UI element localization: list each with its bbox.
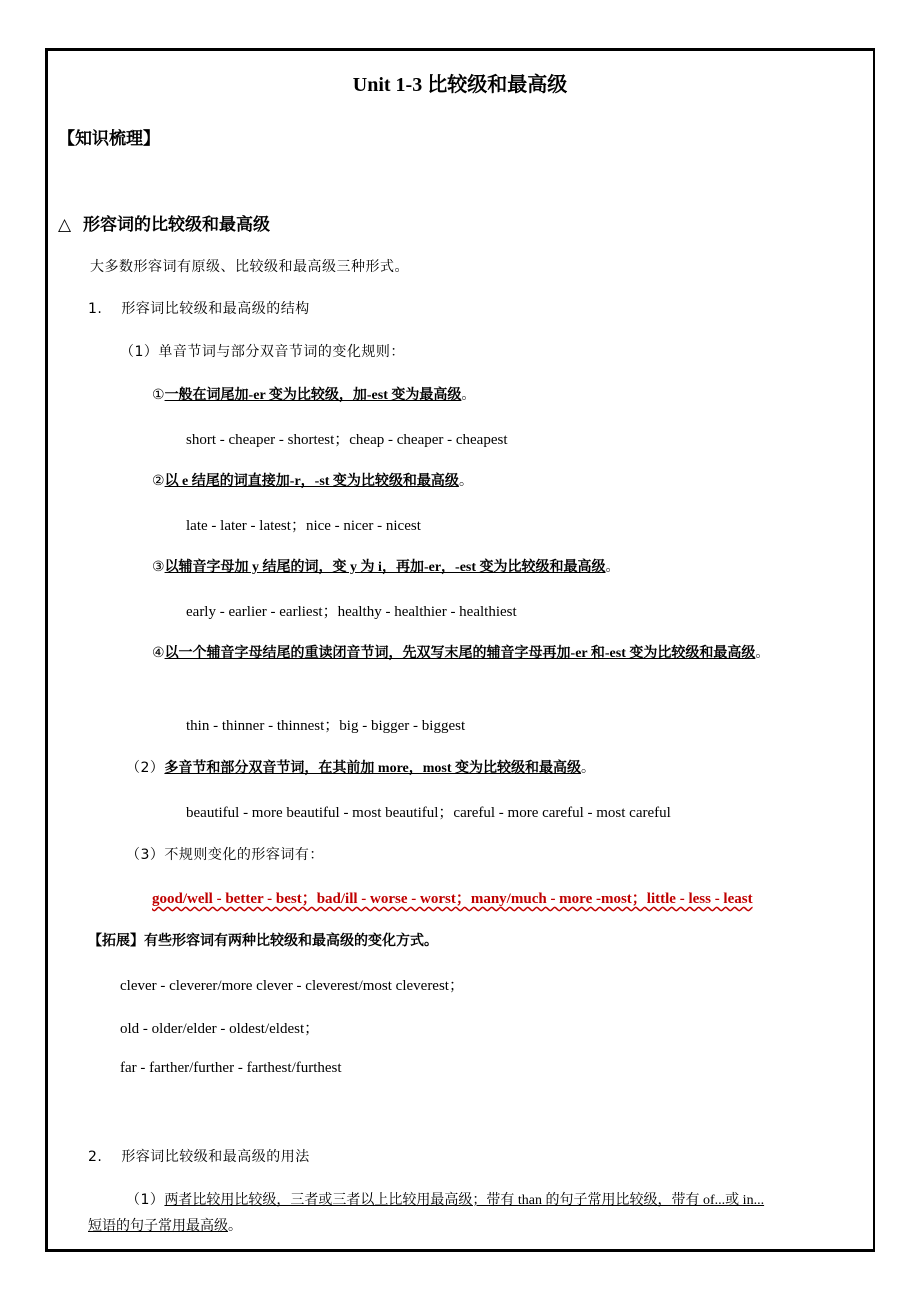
rule-2-text: 以 e 结尾的词直接加-r，-st 变为比较级和最高级 — [164, 474, 459, 489]
point-2-number: 2. — [88, 1149, 103, 1165]
point-1-text: 形容词比较级和最高级的结构 — [121, 301, 310, 317]
rule-4-end: 。 — [755, 646, 770, 661]
usage-1-line-1 — [126, 1189, 764, 1209]
extension-example-1: clever - cleverer/more clever - cleverest/most cleverest； — [120, 978, 464, 994]
rule-3-example: early - earlier - earliest；healthy - healthier - healthiest — [186, 604, 517, 620]
point-1-number: 1. — [88, 301, 103, 317]
usage-1-end: 。 — [228, 1219, 242, 1234]
usage-1-text: 两者比较用比较级，三者或三者以上比较用最高级；带有 than 的句子常用比较级，带有 of...或 in... — [164, 1193, 765, 1208]
rule-1-text: 一般在词尾加-er 变为比较级，加-est 变为最高级 — [164, 388, 462, 403]
rule-1 — [152, 384, 475, 404]
extension — [88, 930, 438, 950]
rule-3-marker: ③ — [152, 560, 165, 575]
sub-2-text: 多音节和部分双音节词，在其前加 more，most 变为比较级和最高级 — [164, 761, 582, 776]
rule-3-text: 以辅音字母加 y 结尾的词，变 y 为 i，再加-er，-est 变为比较级和最高级 — [164, 560, 606, 575]
rule-2 — [152, 470, 473, 490]
point-1 — [88, 298, 310, 318]
rule-1-marker: ① — [152, 388, 165, 403]
sub-2-end: 。 — [581, 761, 596, 776]
intro-text: 大多数形容词有原级、比较级和最高级三种形式。 — [90, 259, 409, 275]
rule-4-text: 以一个辅音字母结尾的重读闭音节词，先双写末尾的辅音字母再加-er 和-est 变为比较级和最高级 — [164, 646, 756, 661]
rule-2-marker: ② — [152, 474, 165, 489]
rule-2-example: late - later - latest；nice - nicer - nicest — [186, 518, 421, 534]
triangle-icon: △ — [58, 215, 72, 235]
sub-1: （1）单音节词与部分双音节词的变化规则： — [120, 344, 405, 360]
rule-4 — [152, 642, 769, 662]
rule-2-end: 。 — [458, 474, 473, 489]
usage-1-line-2 — [88, 1215, 242, 1235]
extension-label: 【拓展】 — [88, 933, 144, 949]
extension-text: 有些形容词有两种比较级和最高级的变化方式。 — [144, 933, 438, 949]
rule-3 — [152, 556, 620, 576]
sub-3: （3）不规则变化的形容词有： — [126, 847, 324, 863]
extension-example-3: far - farther/further - farthest/furthest — [120, 1060, 342, 1076]
rule-3-end: 。 — [605, 560, 620, 575]
rule-1-end: 。 — [461, 388, 476, 403]
page-title: Unit 1-3 比较级和最高级 — [352, 74, 568, 96]
irregular-forms: good/well - better - best；bad/ill - worse - worst；many/much - more -most；little - less - least — [152, 891, 753, 907]
point-2-text: 形容词比较级和最高级的用法 — [121, 1149, 310, 1165]
knowledge-header: 【知识梳理】 — [58, 129, 160, 149]
section-heading-text: 形容词的比较级和最高级 — [83, 215, 270, 235]
sub-2 — [126, 757, 595, 777]
sub-2-example: beautiful - more beautiful - most beautiful；careful - more careful - most careful — [186, 805, 671, 821]
rule-1-example: short - cheaper - shortest；cheap - cheaper - cheapest — [186, 432, 508, 448]
extension-example-2: old - older/elder - oldest/eldest； — [120, 1021, 320, 1037]
usage-1-text-cont: 短语的句子常用最高级 — [88, 1219, 228, 1234]
point-2 — [88, 1146, 310, 1166]
rule-4-example: thin - thinner - thinnest；big - bigger - biggest — [186, 718, 466, 734]
sub-2-prefix: （2） — [126, 760, 165, 776]
usage-1-prefix: （1） — [126, 1192, 165, 1208]
rule-4-marker: ④ — [152, 646, 165, 661]
section-heading — [58, 210, 270, 235]
